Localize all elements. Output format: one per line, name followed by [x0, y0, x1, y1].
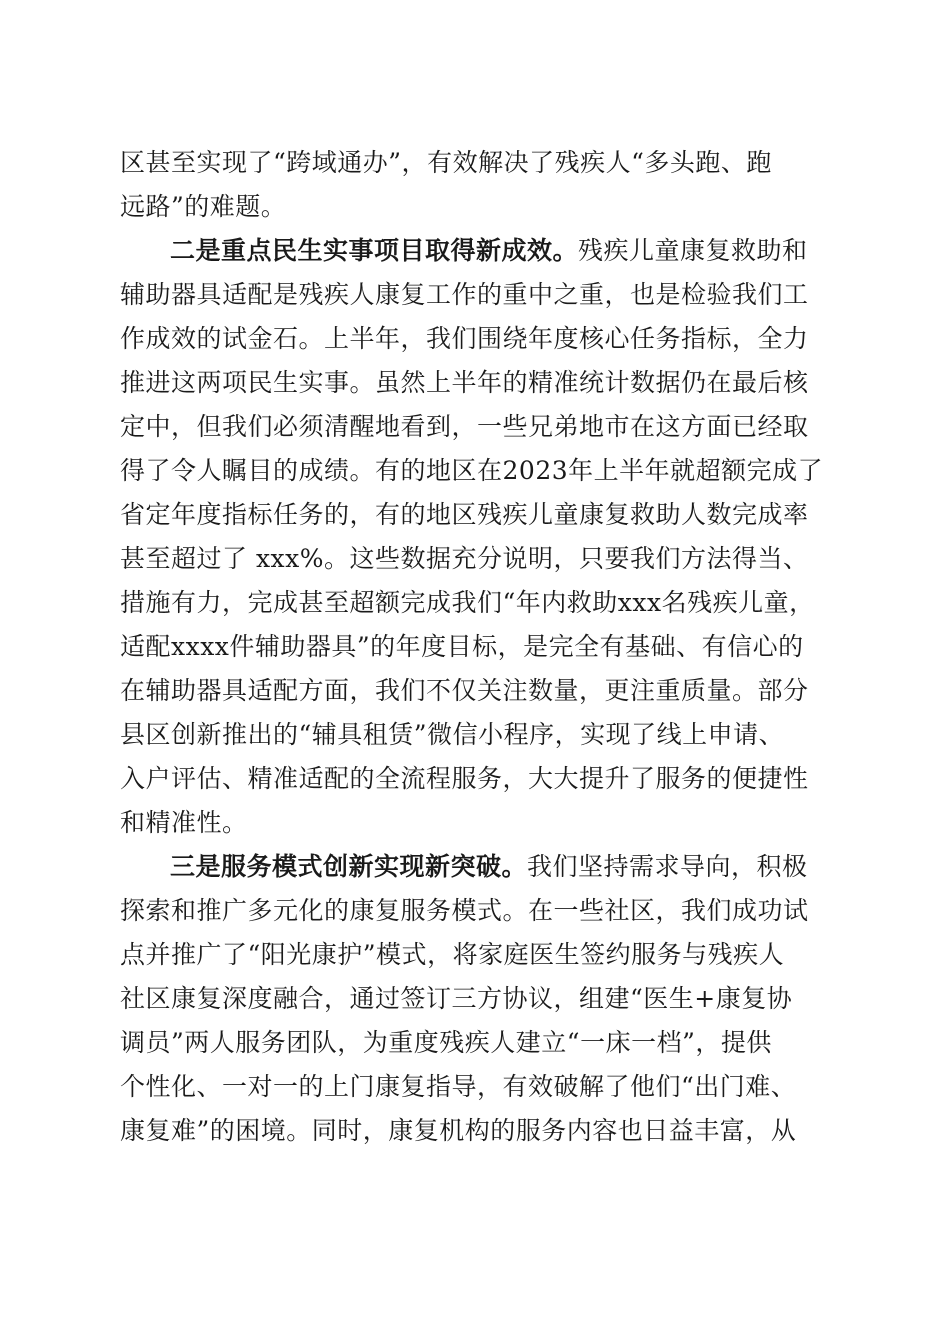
text-line: 作成效的试金石。上半年，我们围绕年度核心任务指标，全力: [120, 324, 809, 353]
text-line: 和精准性。: [120, 808, 248, 837]
paragraph-2-first-line: [170, 236, 808, 266]
text-line: 远路”的难题。: [120, 192, 287, 221]
text-line: 入户评估、精准适配的全流程服务，大大提升了服务的便捷性: [120, 764, 809, 793]
paragraph-2-heading: 二是重点民生实事项目取得新成效。: [170, 236, 579, 265]
text-line: 省定年度指标任务的，有的地区残疾儿童康复救助人数完成率: [120, 500, 809, 529]
text-line: 推进这两项民生实事。虽然上半年的精准统计数据仍在最后核: [120, 368, 809, 397]
text-line: 措施有力，完成甚至超额完成我们“年内救助xxx名残疾儿童，: [120, 588, 815, 617]
text-line: 甚至超过了 xxx%。这些数据充分说明，只要我们方法得当、: [120, 544, 809, 573]
text-line: 得了令人瞩目的成绩。有的地区在2023年上半年就超额完成了: [120, 456, 824, 485]
paragraph-3-text: 我们坚持需求导向，积极: [527, 852, 808, 881]
text-line: 在辅助器具适配方面，我们不仅关注数量，更注重质量。部分: [120, 676, 809, 705]
text-line: 社区康复深度融合，通过签订三方协议，组建“医生+康复协: [120, 984, 793, 1013]
text-line: 点并推广了“阳光康护”模式，将家庭医生签约服务与残疾人: [120, 940, 785, 969]
text-line: 定中，但我们必须清醒地看到，一些兄弟地市在这方面已经取: [120, 412, 809, 441]
paragraph-3-heading: 三是服务模式创新实现新突破。: [170, 852, 528, 881]
text-line: 县区创新推出的“辅具租赁”微信小程序，实现了线上申请、: [120, 720, 785, 749]
text-line: 区甚至实现了“跨域通办”，有效解决了残疾人“多头跑、跑: [120, 148, 772, 177]
paragraph-2-text: 残疾儿童康复救助和: [578, 236, 808, 265]
text-line: 康复难”的困境。同时，康复机构的服务内容也日益丰富，从: [120, 1116, 797, 1145]
text-line: 调员”两人服务团队，为重度残疾人建立“一床一档”，提供: [120, 1028, 772, 1057]
paragraph-3-first-line: [170, 852, 808, 882]
text-line: 个性化、一对一的上门康复指导，有效破解了他们“出门难、: [120, 1072, 797, 1101]
text-line: 适配xxxx件辅助器具”的年度目标，是完全有基础、有信心的: [120, 632, 804, 661]
text-line: 辅助器具适配是残疾人康复工作的重中之重，也是检验我们工: [120, 280, 809, 309]
text-line: 探索和推广多元化的康复服务模式。在一些社区，我们成功试: [120, 896, 809, 925]
